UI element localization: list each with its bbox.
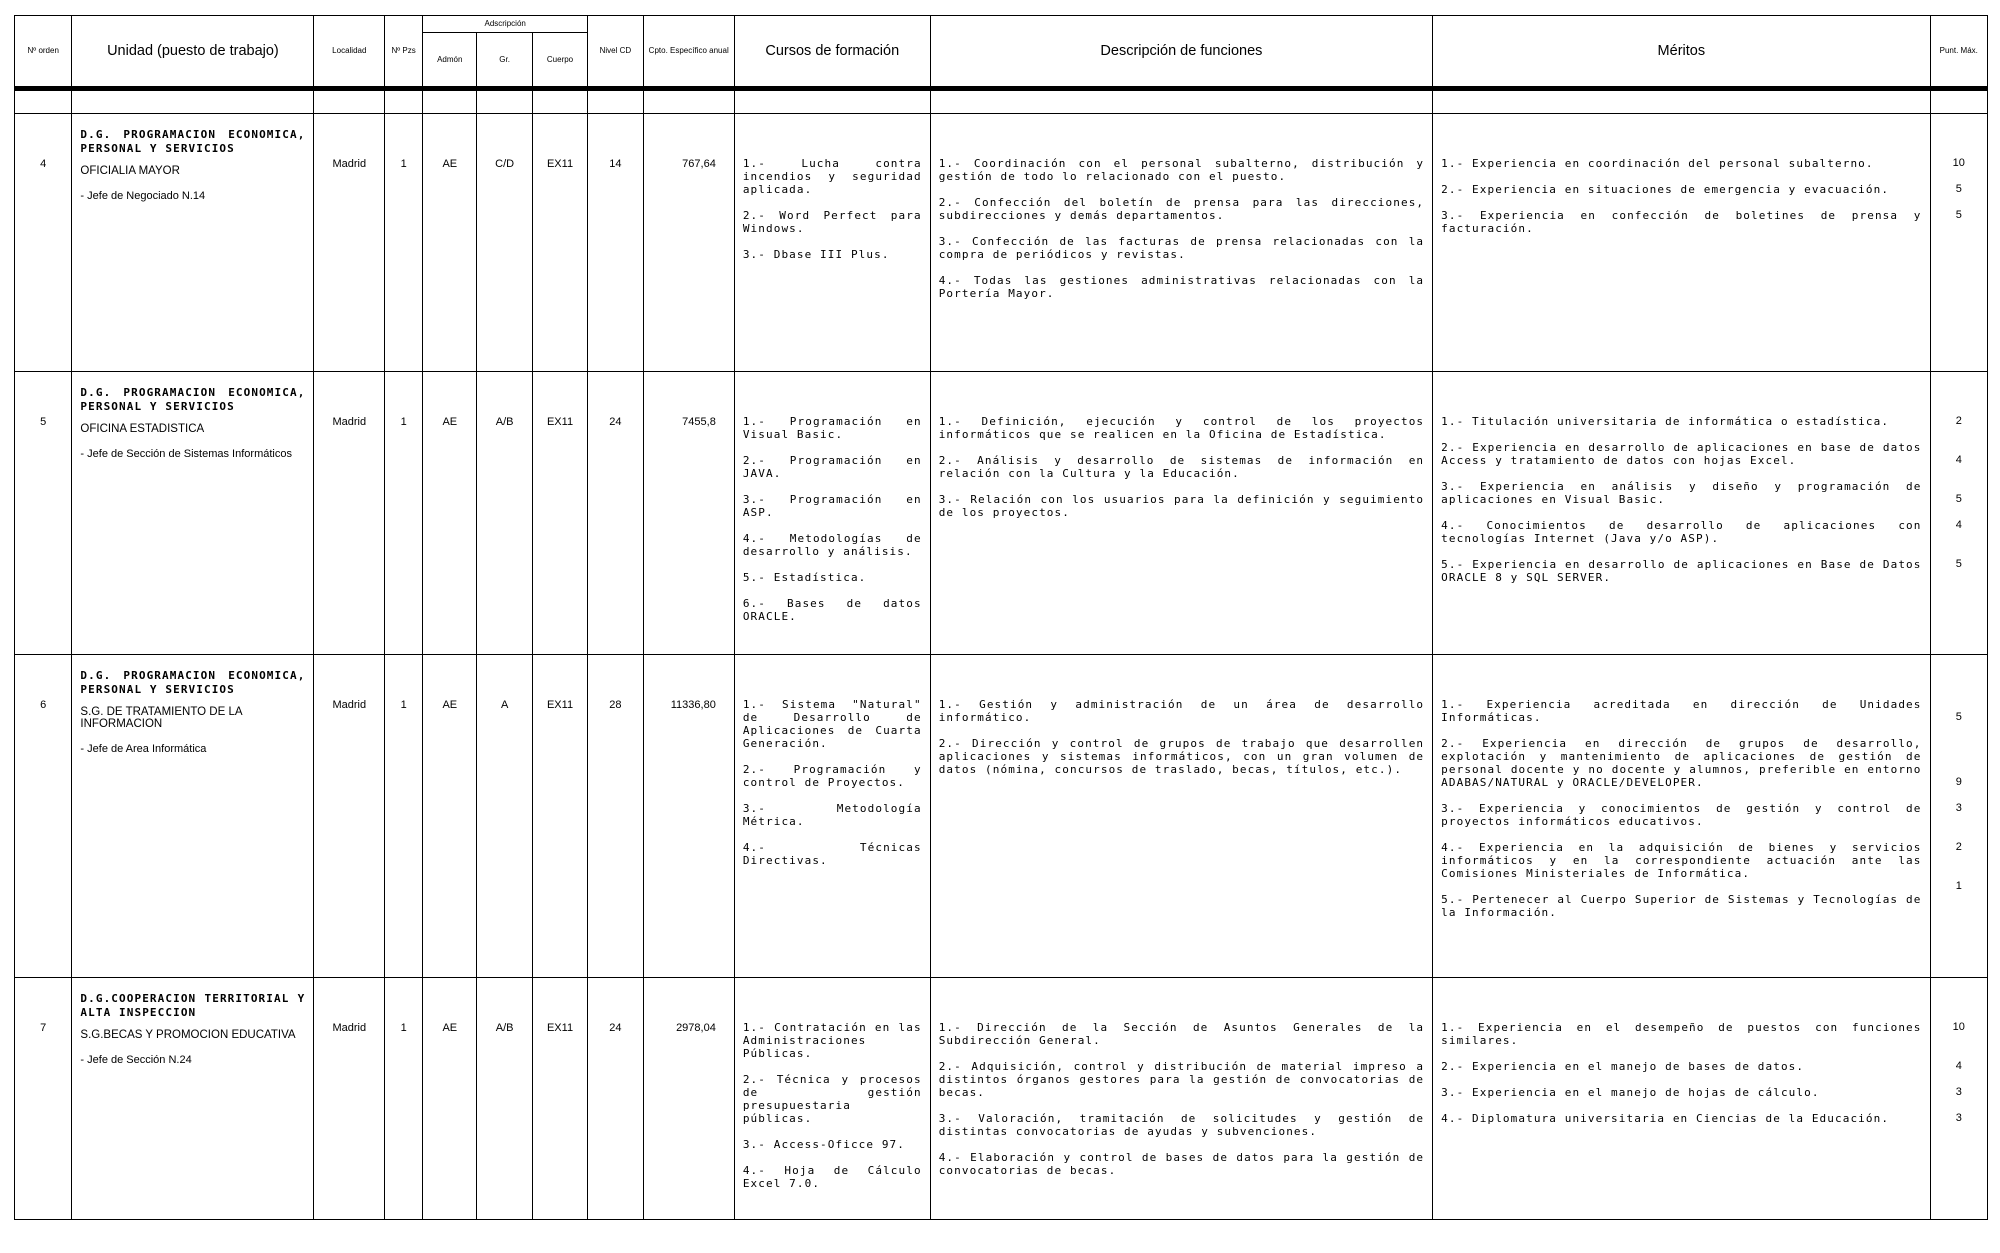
unit-subdivision: OFICINA ESTADISTICA	[80, 423, 205, 435]
cpto-cell: 11336,80	[643, 655, 734, 978]
npzs-cell: 1	[385, 978, 423, 1220]
positions-table	[14, 15, 1988, 1220]
gr-cell: A/B	[477, 978, 532, 1220]
puntos-value: 4	[1955, 454, 1962, 466]
puntos-value	[1931, 480, 1988, 493]
unit-title: D.G. PROGRAMACION ECONOMICA, PERSONAL Y SERVICIOS	[80, 669, 306, 696]
header-adscripcion: Adscripción	[423, 16, 588, 33]
header-descripcion: Descripción de funciones	[930, 16, 1432, 89]
merito-item: 3.- Experiencia en el manejo de hojas de cálculo.	[1441, 1086, 1820, 1099]
unit-job-title: - Jefe de Negociado N.14	[80, 190, 206, 202]
puntos-value: 3	[1955, 1112, 1962, 1124]
curso-item: 3.- Programación en ASP.	[742, 493, 922, 519]
nivel-cell: 24	[588, 978, 643, 1220]
puntos-cell	[1930, 372, 1988, 655]
curso-item: 3.- Access-Oficce 97.	[742, 1138, 906, 1151]
funcion-item: 2.- Confección del boletín de prensa para las direcciones, subdirecciones y demás departamentos.	[938, 196, 1425, 222]
merito-item: 4.- Experiencia en la adquisición de bienes y servicios informáticos y en la correspondiente actuación ante las Comisiones Ministeriales de Informática.	[1441, 841, 1922, 880]
funciones-cell	[930, 655, 1432, 978]
curso-item: 3.- Metodología Métrica.	[742, 802, 922, 828]
puntos-value	[1931, 750, 1988, 763]
puntos-value	[1931, 789, 1988, 802]
puntos-value	[1931, 545, 1988, 558]
separator-row	[15, 89, 1988, 114]
puntos-value: 2	[1955, 841, 1962, 853]
curso-item: 2.- Word Perfect para Windows.	[742, 209, 922, 235]
admon-cell: AE	[423, 978, 477, 1220]
unit-job-title: - Jefe de Sección N.24	[80, 1054, 192, 1066]
puntos-value	[1931, 854, 1988, 867]
table-row	[15, 978, 1988, 1220]
puntos-value: 5	[1955, 209, 1962, 221]
funcion-item: 4.- Todas las gestiones administrativas relacionadas con la Portería Mayor.	[938, 274, 1425, 300]
cursos-cell	[734, 978, 930, 1220]
nivel-cell: 24	[588, 372, 643, 655]
gr-cell: C/D	[477, 114, 532, 372]
merito-item: 2.- Experiencia en el manejo de bases de datos.	[1441, 1060, 1805, 1073]
gr-cell: A	[477, 655, 532, 978]
header-cuerpo: Cuerpo	[532, 33, 587, 89]
puntos-value: 1	[1955, 880, 1962, 892]
funcion-item: 1.- Coordinación con el personal subalterno, distribución y gestión de todo lo relacionado con el puesto.	[938, 157, 1425, 183]
puntos-value: 5	[1955, 183, 1962, 195]
puntos-value	[1931, 867, 1988, 880]
puntos-value	[1931, 532, 1988, 545]
merito-item: 3.- Experiencia en análisis y diseño y programación de aplicaciones en Visual Basic.	[1441, 480, 1922, 506]
header-meritos: Méritos	[1433, 16, 1930, 89]
funciones-cell	[930, 114, 1432, 372]
puntos-value: 4	[1955, 519, 1962, 531]
puntos-value	[1931, 428, 1988, 441]
merito-item: 1.- Titulación universitaria de informática o estadística.	[1441, 415, 1890, 428]
header-nivel: Nivel CD	[588, 16, 643, 89]
unit-cell	[72, 114, 314, 372]
funcion-item: 2.- Dirección y control de grupos de trabajo que desarrollen aplicaciones y sistemas informáticos, con un gran volumen de datos (nómina, concursos de traslado, becas, títulos, etc.).	[938, 737, 1425, 776]
table-row	[15, 114, 1988, 372]
curso-item: 1.- Lucha contra incendios y seguridad aplicada.	[742, 157, 922, 196]
curso-item: 1.- Contratación en las Administraciones Públicas.	[742, 1021, 922, 1060]
npzs-cell: 1	[385, 372, 423, 655]
localidad-cell: Madrid	[314, 114, 385, 372]
curso-item: 1.- Sistema "Natural" de Desarrollo de Aplicaciones de Cuarta Generación.	[742, 698, 922, 750]
puntos-cell	[1930, 978, 1988, 1220]
localidad-cell: Madrid	[314, 978, 385, 1220]
header-npzs: Nº Pzs	[385, 16, 423, 89]
unit-subdivision: OFICIALIA MAYOR	[80, 165, 180, 177]
cursos-cell	[734, 114, 930, 372]
unit-title: D.G. PROGRAMACION ECONOMICA, PERSONAL Y SERVICIOS	[80, 128, 306, 155]
curso-item: 4.- Metodologías de desarrollo y análisis.	[742, 532, 922, 558]
curso-item: 5.- Estadística.	[742, 571, 867, 584]
puntos-value: 3	[1955, 802, 1962, 814]
puntos-value	[1931, 828, 1988, 841]
funcion-item: 4.- Elaboración y control de bases de datos para la gestión de convocatorias de becas.	[938, 1151, 1425, 1177]
puntos-value	[1931, 1047, 1988, 1060]
puntos-value	[1931, 815, 1988, 828]
puntos-cell	[1930, 655, 1988, 978]
puntos-cell	[1930, 114, 1988, 372]
orden-cell: 6	[15, 655, 72, 978]
unit-job-title: - Jefe de Area Informática	[80, 743, 207, 755]
meritos-cell	[1433, 372, 1930, 655]
merito-item: 2.- Experiencia en situaciones de emergencia y evacuación.	[1441, 183, 1890, 196]
funcion-item: 1.- Definición, ejecución y control de los proyectos informáticos que se realicen en la Oficina de Estadística.	[938, 415, 1425, 441]
curso-item: 3.- Dbase III Plus.	[742, 248, 890, 261]
merito-item: 4.- Diplomatura universitaria en Ciencias de la Educación.	[1441, 1112, 1890, 1125]
curso-item: 4.- Técnicas Directivas.	[742, 841, 922, 867]
puntos-value	[1931, 737, 1988, 750]
npzs-cell: 1	[385, 114, 423, 372]
gr-cell: A/B	[477, 372, 532, 655]
merito-item: 1.- Experiencia en coordinación del personal subalterno.	[1441, 157, 1874, 170]
puntos-value: 9	[1955, 776, 1962, 788]
funcion-item: 3.- Relación con los usuarios para la definición y seguimiento de los proyectos.	[938, 493, 1425, 519]
merito-item: 4.- Conocimientos de desarrollo de aplicaciones con tecnologías Internet (Java y/o ASP).	[1441, 519, 1922, 545]
puntos-value: 2	[1955, 415, 1962, 427]
cursos-cell	[734, 372, 930, 655]
localidad-cell: Madrid	[314, 372, 385, 655]
curso-item: 2.- Programación y control de Proyectos.	[742, 763, 922, 789]
header-cursos: Cursos de formación	[734, 16, 930, 89]
merito-item: 2.- Experiencia en desarrollo de aplicaciones en base de datos Access y tratamiento de datos con hojas Excel.	[1441, 441, 1922, 467]
unit-job-title: - Jefe de Sección de Sistemas Informáticos	[80, 448, 292, 460]
puntos-value: 5	[1955, 711, 1962, 723]
funcion-item: 1.- Dirección de la Sección de Asuntos Generales de la Subdirección General.	[938, 1021, 1425, 1047]
curso-item: 2.- Técnica y procesos de gestión presupuestaria públicas.	[742, 1073, 922, 1125]
cuerpo-cell: EX11	[532, 114, 587, 372]
header-admon: Admón	[423, 33, 477, 89]
table-row	[15, 372, 1988, 655]
puntos-value: 10	[1952, 1021, 1965, 1033]
meritos-cell	[1433, 114, 1930, 372]
funciones-cell	[930, 978, 1432, 1220]
nivel-cell: 14	[588, 114, 643, 372]
unit-title: D.G.COOPERACION TERRITORIAL Y ALTA INSPECCION	[80, 992, 306, 1019]
admon-cell: AE	[423, 114, 477, 372]
merito-item: 5.- Experiencia en desarrollo de aplicaciones en Base de Datos ORACLE 8 y SQL SERVER.	[1441, 558, 1922, 584]
puntos-value: 5	[1955, 493, 1962, 505]
funcion-item: 2.- Análisis y desarrollo de sistemas de información en relación con la Cultura y la Educación.	[938, 454, 1425, 480]
cpto-cell: 767,64	[643, 114, 734, 372]
puntos-value	[1931, 1073, 1988, 1086]
meritos-cell	[1433, 978, 1930, 1220]
puntos-value	[1931, 196, 1988, 209]
nivel-cell: 28	[588, 655, 643, 978]
puntos-value: 3	[1955, 1086, 1962, 1098]
admon-cell: AE	[423, 655, 477, 978]
puntos-value	[1931, 698, 1988, 711]
orden-cell: 4	[15, 114, 72, 372]
puntos-value	[1931, 506, 1988, 519]
curso-item: 1.- Programación en Visual Basic.	[742, 415, 922, 441]
unit-cell	[72, 372, 314, 655]
merito-item: 3.- Experiencia y conocimientos de gestión y control de proyectos informáticos educativos.	[1441, 802, 1922, 828]
merito-item: 2.- Experiencia en dirección de grupos de desarrollo, explotación y mantenimiento de aplicaciones de gestión de personal docente y no docente y alumnos, preferible en entorno ADABAS/NATURAL y ORACLE/DEVELOPER.	[1441, 737, 1922, 789]
puntos-value	[1931, 170, 1988, 183]
puntos-value: 10	[1952, 157, 1965, 169]
header-localidad: Localidad	[314, 16, 385, 89]
funcion-item: 3.- Valoración, tramitación de solicitudes y gestión de distintas convocatorias de ayudas y subvenciones.	[938, 1112, 1425, 1138]
header-gr: Gr.	[477, 33, 532, 89]
header-unidad: Unidad (puesto de trabajo)	[72, 16, 314, 89]
curso-item: 4.- Hoja de Cálculo Excel 7.0.	[742, 1164, 922, 1190]
cuerpo-cell: EX11	[532, 978, 587, 1220]
orden-cell: 5	[15, 372, 72, 655]
orden-cell: 7	[15, 978, 72, 1220]
puntos-value	[1931, 467, 1988, 480]
header-punt: Punt. Máx.	[1930, 16, 1988, 89]
meritos-cell	[1433, 655, 1930, 978]
puntos-value	[1931, 441, 1988, 454]
puntos-value	[1931, 724, 1988, 737]
merito-item: 1.- Experiencia acreditada en dirección de Unidades Informáticas.	[1441, 698, 1922, 724]
puntos-value: 4	[1955, 1060, 1962, 1072]
admon-cell: AE	[423, 372, 477, 655]
npzs-cell: 1	[385, 655, 423, 978]
merito-item: 1.- Experiencia en el desempeño de puestos con funciones similares.	[1441, 1021, 1922, 1047]
unit-title: D.G. PROGRAMACION ECONOMICA, PERSONAL Y SERVICIOS	[80, 386, 306, 413]
funcion-item: 2.- Adquisición, control y distribución de material impreso a distintos órganos gestores para la gestión de convocatorias de becas.	[938, 1060, 1425, 1099]
merito-item: 5.- Pertenecer al Cuerpo Superior de Sistemas y Tecnologías de la Información.	[1441, 893, 1922, 919]
puntos-value	[1931, 763, 1988, 776]
header-orden: Nº orden	[15, 16, 72, 89]
funcion-item: 3.- Confección de las facturas de prensa relacionadas con la compra de periódicos y revistas.	[938, 235, 1425, 261]
unit-subdivision: S.G. DE TRATAMIENTO DE LA INFORMACION	[80, 706, 242, 730]
funciones-cell	[930, 372, 1432, 655]
unit-cell	[72, 978, 314, 1220]
cursos-cell	[734, 655, 930, 978]
unit-subdivision: S.G.BECAS Y PROMOCION EDUCATIVA	[80, 1029, 296, 1041]
cpto-cell: 7455,8	[643, 372, 734, 655]
localidad-cell: Madrid	[314, 655, 385, 978]
curso-item: 2.- Programación en JAVA.	[742, 454, 922, 480]
cpto-cell: 2978,04	[643, 978, 734, 1220]
curso-item: 6.- Bases de datos ORACLE.	[742, 597, 922, 623]
header-cpto: Cpto. Específico anual	[643, 16, 734, 89]
puntos-value	[1931, 1099, 1988, 1112]
puntos-value: 5	[1955, 558, 1962, 570]
cuerpo-cell: EX11	[532, 372, 587, 655]
unit-cell	[72, 655, 314, 978]
puntos-value	[1931, 1034, 1988, 1047]
table-row	[15, 655, 1988, 978]
cuerpo-cell: EX11	[532, 655, 587, 978]
merito-item: 3.- Experiencia en confección de boletines de prensa y facturación.	[1441, 209, 1922, 235]
funcion-item: 1.- Gestión y administración de un área de desarrollo informático.	[938, 698, 1425, 724]
